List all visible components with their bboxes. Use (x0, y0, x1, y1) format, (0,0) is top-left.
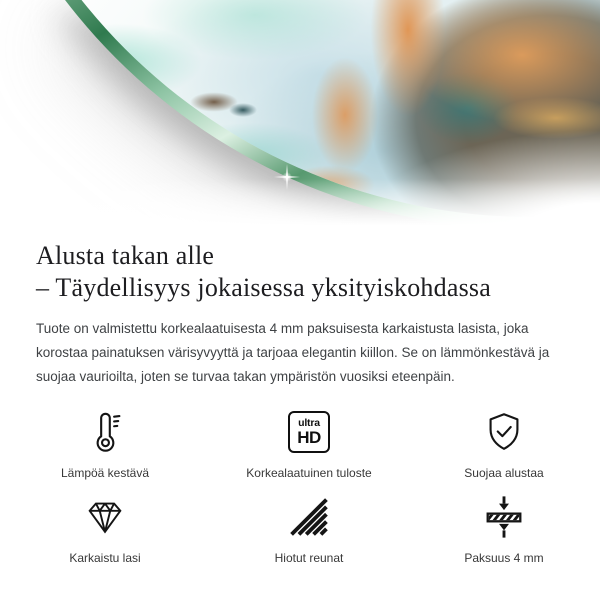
sparkle-glint (274, 164, 300, 190)
polished-edges-icon (287, 495, 331, 539)
feature-ultra-hd-print (180, 407, 438, 480)
heading-line-1: Alusta takan alle (36, 241, 215, 270)
thickness-icon (481, 494, 527, 540)
feature-polished-edges (180, 492, 438, 565)
section-heading (36, 240, 564, 304)
heading-line-2: – Täydellisyys jokaisessa yksityiskohdassa (36, 273, 491, 302)
feature-label: Suojaa alustaa (464, 466, 544, 480)
section-body-text: Tuote on valmistettu korkealaatuisesta 4 mm paksuisesta karkaistusta lasista, joka korostaa painatuksen värisyvyyttä ja tarjoaa elegantin kiillon. Se on lämmönkestävä ja suojaa vaurioilta, joten se turvaa takan ympäristön vuosiksi eteenpäin. (36, 321, 550, 384)
feature-tempered-glass (30, 492, 180, 565)
feature-heat-resistant (30, 407, 180, 480)
feature-label: Hiotut reunat (274, 551, 344, 565)
thermometer-icon (82, 409, 128, 455)
shield-check-icon (481, 409, 527, 455)
feature-label: Karkaistu lasi (69, 551, 141, 565)
feature-protects-surface (438, 407, 570, 480)
product-hero-image (0, 0, 600, 232)
photo-fade-overlay (0, 179, 600, 232)
feature-thickness-4mm (438, 492, 570, 565)
feature-label: Korkealaatuinen tuloste (246, 466, 372, 480)
feature-label: Paksuus 4 mm (464, 551, 544, 565)
features-grid (30, 407, 570, 565)
ultra-hd-icon: ultra HD (288, 411, 330, 453)
diamond-icon (82, 494, 128, 540)
description-section (0, 232, 600, 565)
feature-label: Lämpöä kestävä (60, 466, 150, 480)
